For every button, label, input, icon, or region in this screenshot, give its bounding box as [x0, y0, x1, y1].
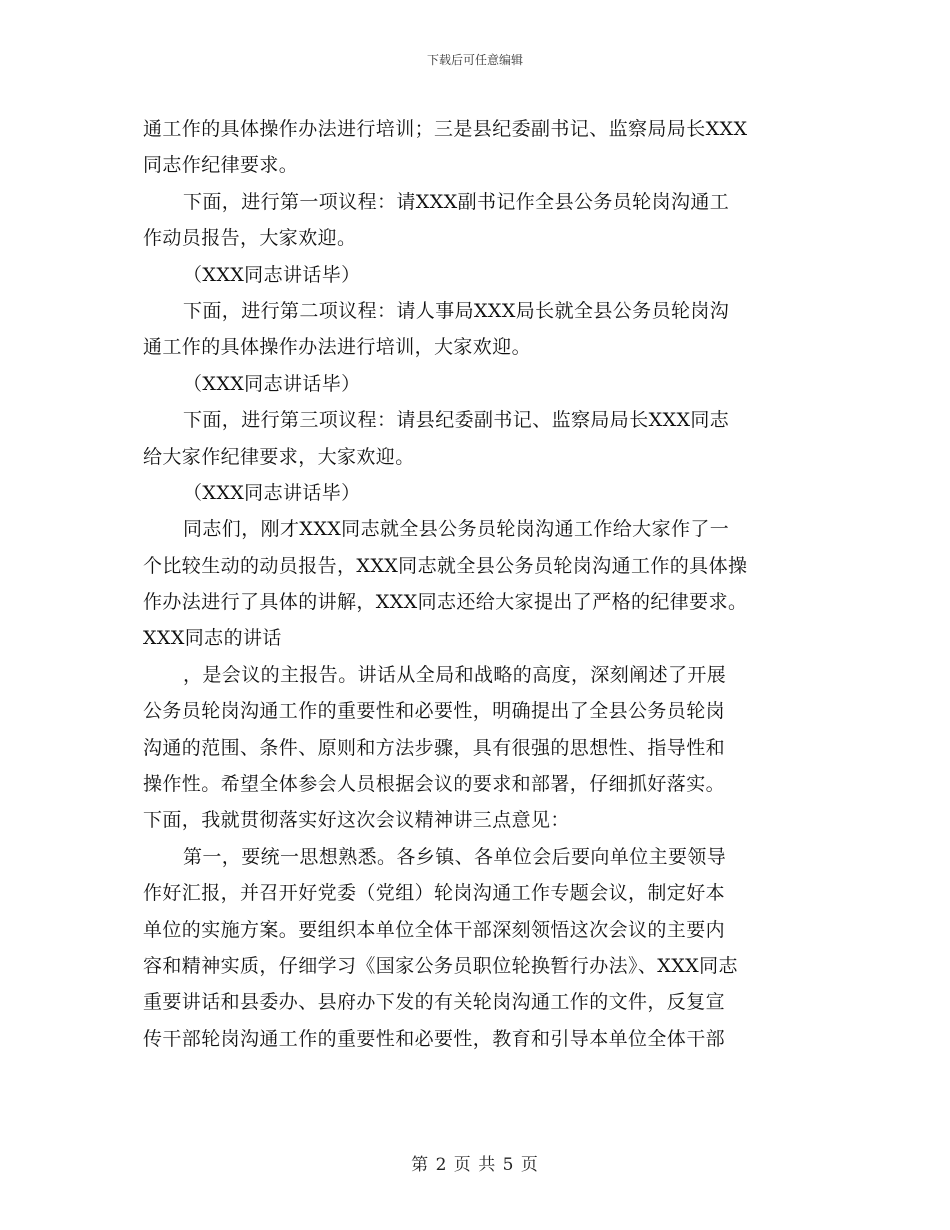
body-line: 作办法进行了具体的讲解，XXX同志还给大家提出了严格的纪律要求。 — [143, 591, 748, 614]
body-line: ，是会议的主报告。讲话从全局和战略的高度，深刻阐述了开展 — [183, 663, 727, 686]
page-number-footer: 第 2 页 共 5 页 — [411, 1155, 539, 1175]
body-line: 下面，我就贯彻落实好这次会议精神讲三点意见： — [143, 809, 570, 832]
body-line: 传干部轮岗沟通工作的重要性和必要性，教育和引导本单位全体干部 — [143, 1027, 726, 1050]
body-line: 重要讲话和县委办、县府办下发的有关轮岗沟通工作的文件，反复宣 — [143, 991, 726, 1014]
page-header: 下载后可任意编辑 — [426, 53, 523, 67]
body-line: 同志们，刚才XXX同志就全县公务员轮岗沟通工作给大家作了一 — [183, 518, 730, 541]
body-line: 容和精神实质，仔细学习《国家公务员职位轮换暂行办法》、XXX同志 — [143, 954, 738, 977]
body-line: 作动员报告，大家欢迎。 — [143, 227, 357, 250]
body-line: 公务员轮岗沟通工作的重要性和必要性，明确提出了全县公务员轮岗 — [143, 700, 726, 723]
body-line: 下面，进行第二项议程：请人事局XXX局长就全县公务员轮岗沟 — [183, 299, 730, 322]
body-line: （XXX同志讲话毕） — [183, 481, 361, 504]
body-line: 同志作纪律要求。 — [143, 154, 299, 177]
body-line: 下面，进行第一项议程：请XXX副书记作全县公务员轮岗沟通工 — [183, 190, 730, 213]
body-line: 作好汇报，并召开好党委（党组）轮岗沟通工作专题会议，制定好本 — [143, 882, 726, 905]
body-line: （XXX同志讲话毕） — [183, 263, 361, 286]
body-line: 沟通的范围、条件、原则和方法步骤，具有很强的思想性、指导性和 — [143, 736, 726, 759]
body-line: 通工作的具体操作办法进行培训，大家欢迎。 — [143, 336, 532, 359]
body-line: 操作性。希望全体参会人员根据会议的要求和部署，仔细抓好落实。 — [143, 773, 726, 796]
body-line: XXX同志的讲话 — [143, 627, 282, 650]
body-line: 个比较生动的动员报告，XXX同志就全县公务员轮岗沟通工作的具体操 — [143, 554, 748, 577]
body-line: 单位的实施方案。要组织本单位全体干部深刻领悟这次会议的主要内 — [143, 918, 726, 941]
body-line: 第一，要统一思想熟悉。各乡镇、各单位会后要向单位主要领导 — [183, 845, 727, 868]
body-line: 下面，进行第三项议程：请县纪委副书记、监察局局长XXX同志 — [183, 409, 730, 432]
document-body — [143, 111, 813, 1057]
body-line: 通工作的具体操作办法进行培训；三是县纪委副书记、监察局局长XXX — [143, 118, 748, 140]
body-line: 给大家作纪律要求，大家欢迎。 — [143, 445, 415, 468]
body-line: （XXX同志讲话毕） — [183, 372, 361, 395]
